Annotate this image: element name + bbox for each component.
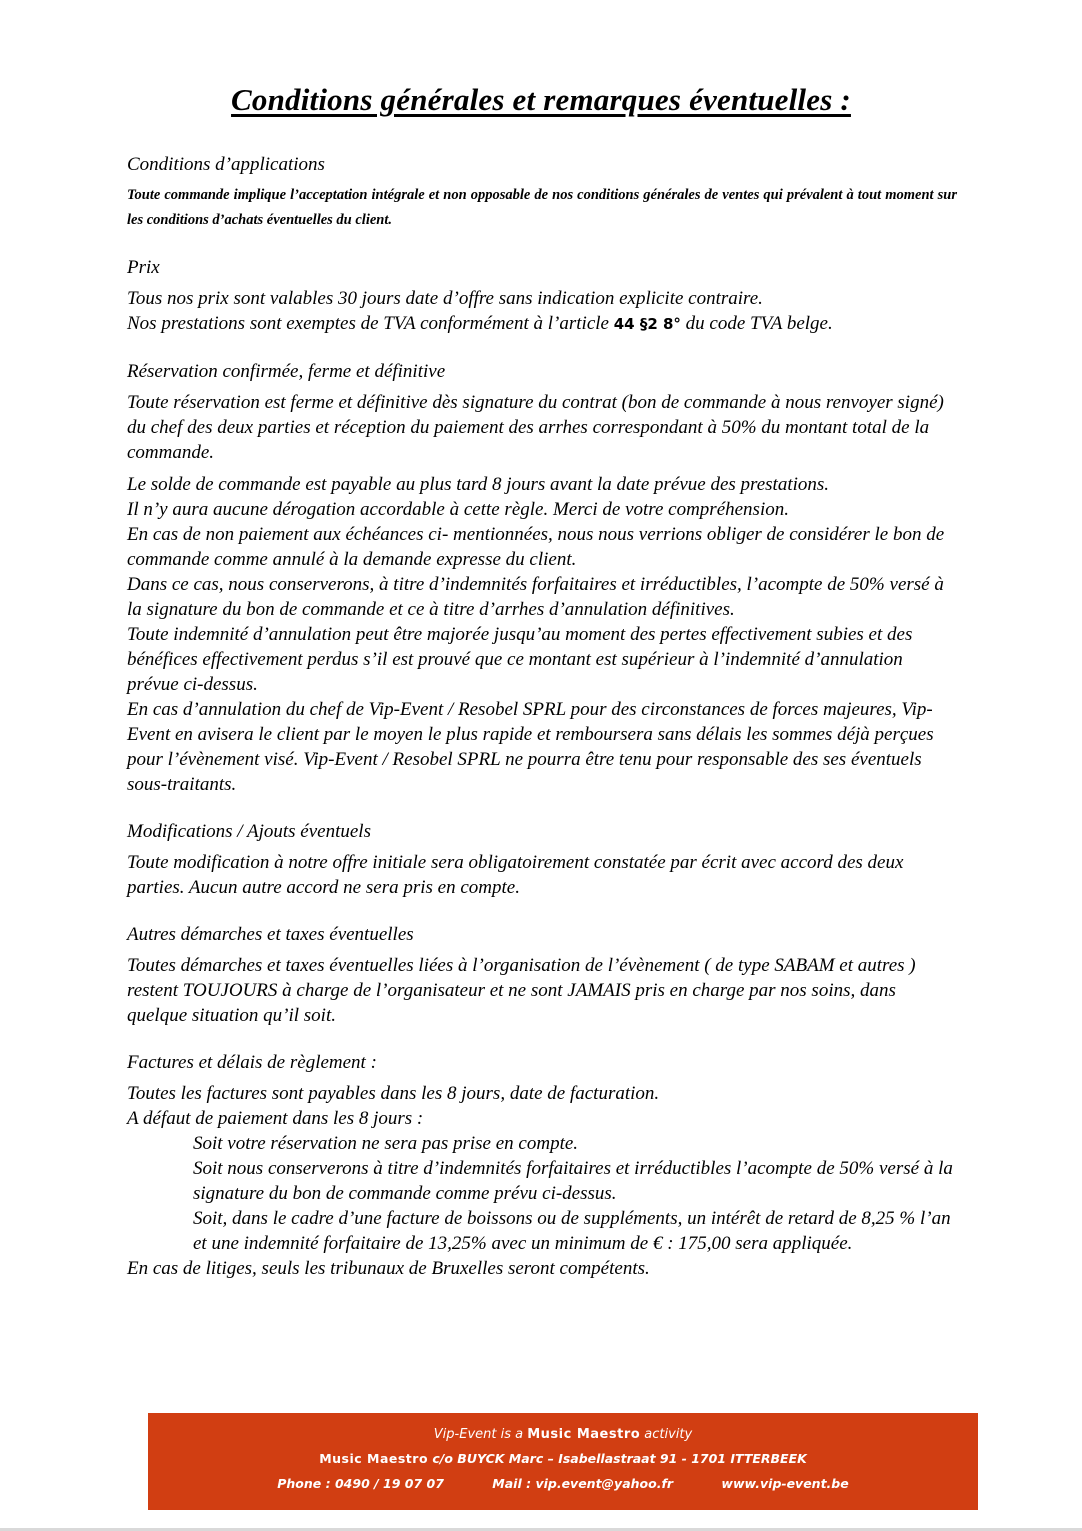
footer-email-link[interactable]: Mail : vip.event@yahoo.fr [492,1476,674,1491]
section-text-applications: Toute commande implique l’acceptation intégrale et non opposable de nos conditions générales de ventes qui prévalent à tout moment sur les conditions d’achats éventuelles du client. [127,187,957,228]
footer-activity-end: activity [640,1427,693,1442]
factures-item-3: Soit, dans le cadre d’une facture de boissons ou de suppléments, un intérêt de retard de 8,25 % l’an et une indemnité forfaitaire de 13,25% avec un minimum de € : 175,00 sera appliquée. [193,1208,951,1254]
prix-line-2-start: Nos prestations sont exemptes de TVA conformément à l’article [127,313,614,334]
factures-item-2: Soit nous conserverons à titre d’indemnités forfaitaires et irréductibles l’acompte de 50% versé à la signature du bon de commande comme prévu ci-dessus. [193,1158,953,1204]
section-heading-applications: Conditions d’applications [127,154,325,175]
footer-phone: Phone : 0490 / 19 07 07 [277,1476,444,1491]
footer-line-activity [148,1427,978,1442]
reservation-line-indemnite: Toute indemnité d’annulation peut être majorée jusqu’au moment des pertes effectivement subies et des bénéfices effectivement perdus s’il est prouvé que ce montant est supérieur à l’indemnité d’annulation prévue ci-dessus. [127,624,913,695]
footer-brand-name: Music Maestro [527,1427,641,1442]
document-body [127,152,957,1281]
section-heading-taxes: Autres démarches et taxes éventuelles [127,924,414,945]
footer-address: c/o BUYCK Marc – Isabellastraat 91 - 1701 ITTERBEEK [428,1451,807,1466]
reservation-line-acompte: Dans ce cas, nous conserverons, à titre d’indemnités forfaitaires et irréductibles, l’acompte de 50% versé à la signature du bon de commande et ce à titre d’arrhes d’annulation définitives. [127,574,944,620]
reservation-line-annulation: En cas d’annulation du chef de Vip-Event / Resobel SPRL pour des circonstances de forces majeures, Vip-Event en avisera le client par le moyen le plus rapide et remboursera sans délais les sommes déjà perçues pour l’évènement visé. Vip-Event / Resobel SPRL ne pourra être tenu pour responsable des ses éventuels sous-traitants. [127,699,934,795]
prix-line-1: Tous nos prix sont valables 30 jours date d’offre sans indication explicite contraire. [127,288,763,309]
footer-line-address [148,1451,978,1466]
reservation-line-derogation: Il n’y aura aucune dérogation accordable à cette règle. Merci de votre compréhension. [127,499,789,520]
modifications-text: Toute modification à notre offre initiale sera obligatoirement constatée par écrit avec accord des deux parties. Aucun autre accord ne sera pris en compte. [127,852,904,898]
reservation-line-solde: Le solde de commande est payable au plus tard 8 jours avant la date prévue des prestations. [127,474,830,495]
factures-line-1: Toutes les factures sont payables dans les 8 jours, date de facturation. [127,1083,660,1104]
footer-line-contact [148,1476,978,1491]
prix-line-2 [127,311,957,337]
footer-activity-start: Vip-Event is a [433,1427,528,1442]
tva-article-ref: 44 §2 8° [613,315,681,333]
section-heading-modifications: Modifications / Ajouts éventuels [127,821,371,842]
reservation-paragraph-1: Toute réservation est ferme et définitive dès signature du contrat (bon de commande à nous renvoyer signé) du chef des deux parties et réception du paiement des arrhes correspondant à 50% du montant total de la commande. [127,392,944,463]
factures-line-litiges: En cas de litiges, seuls les tribunaux de Bruxelles seront compétents. [127,1258,650,1279]
prix-line-2-end: du code TVA belge. [680,313,833,334]
taxes-text: Toutes démarches et taxes éventuelles liées à l’organisation de l’évènement ( de type SABAM et autres ) restent TOUJOURS à charge de l’organisateur et ne sont JAMAIS pris en charge par nos soins, dans quelque situation qu’il soit. [127,955,916,1026]
section-heading-reservation: Réservation confirmée, ferme et définitive [127,361,446,382]
page-title: Conditions générales et remarques éventuelles : [231,82,851,117]
reservation-line-non-paiement: En cas de non paiement aux échéances ci- mentionnées, nous nous verrions obliger de considérer le bon de commande comme annulé à la demande expresse du client. [127,524,945,570]
footer-website-link[interactable]: www.vip-event.be [721,1476,849,1491]
footer-banner [148,1413,978,1510]
footer-brand-name-2: Music Maestro [319,1451,429,1466]
section-heading-prix: Prix [127,257,160,278]
section-heading-factures: Factures et délais de règlement : [127,1052,377,1073]
factures-item-1: Soit votre réservation ne sera pas prise en compte. [193,1133,579,1154]
factures-line-2: A défaut de paiement dans les 8 jours : [127,1108,424,1129]
